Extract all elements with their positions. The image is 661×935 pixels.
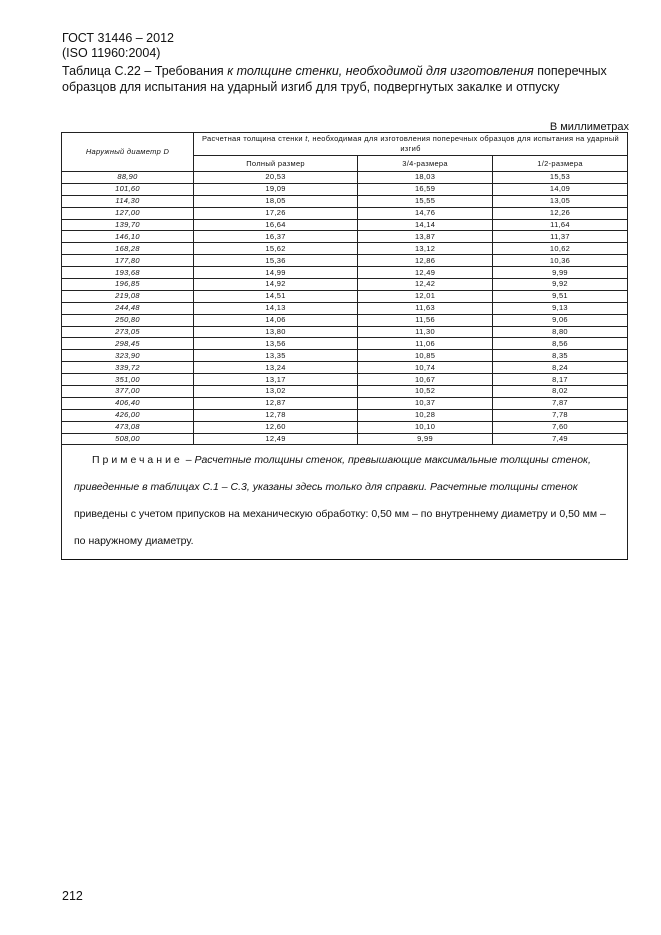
units-label: В миллиметрах — [549, 121, 629, 133]
table-row — [62, 374, 628, 386]
table-caption — [62, 63, 622, 95]
table-row — [62, 433, 628, 445]
cell-half: 7,87 — [493, 397, 628, 409]
cell-three-quarter: 16,59 — [358, 183, 493, 195]
cell-full: 14,06 — [194, 314, 358, 326]
table-row — [62, 409, 628, 421]
caption-prefix: Таблица С.22 – Требования — [62, 64, 228, 78]
table-row — [62, 279, 628, 291]
table-row — [62, 183, 628, 195]
cell-full: 18,05 — [194, 195, 358, 207]
cell-full: 15,62 — [194, 243, 358, 255]
cell-diameter: 323,90 — [62, 350, 194, 362]
cell-three-quarter: 14,14 — [358, 219, 493, 231]
table-row — [62, 290, 628, 302]
cell-full: 12,78 — [194, 409, 358, 421]
table-note: Примечание – Расчетные толщины стенок, превышающие максимальные толщины стенок, приведенные в таблицах С.1 – С.3, указаны здесь только для справки. Расчетные толщины стенок приведены с учетом припусков на механическую обработку: 0,50 мм – по внутреннему диаметру и 0,50 мм – по наружному диаметру. — [62, 445, 628, 560]
cell-three-quarter: 11,06 — [358, 338, 493, 350]
cell-half: 7,49 — [493, 433, 628, 445]
table-row — [62, 397, 628, 409]
cell-three-quarter: 12,49 — [358, 267, 493, 279]
cell-half: 7,78 — [493, 409, 628, 421]
cell-diameter: 219,08 — [62, 290, 194, 302]
cell-full: 13,56 — [194, 338, 358, 350]
cell-diameter: 426,00 — [62, 409, 194, 421]
table-row — [62, 386, 628, 398]
cell-full: 16,37 — [194, 231, 358, 243]
cell-full: 13,24 — [194, 362, 358, 374]
caption-rest: поперечных образцов для испытания на ударный изгиб для труб, подвергнутых закалке и отпуску — [62, 64, 607, 94]
note-label: Примечание — [92, 454, 183, 467]
col-header-full: Полный размер — [194, 156, 358, 172]
cell-half: 9,06 — [493, 314, 628, 326]
table-row — [62, 350, 628, 362]
cell-half: 7,60 — [493, 421, 628, 433]
cell-three-quarter: 10,52 — [358, 386, 493, 398]
table-row — [62, 207, 628, 219]
cell-diameter: 298,45 — [62, 338, 194, 350]
cell-three-quarter: 11,30 — [358, 326, 493, 338]
cell-full: 16,64 — [194, 219, 358, 231]
cell-half: 14,09 — [493, 183, 628, 195]
cell-half: 15,53 — [493, 172, 628, 184]
table-row — [62, 302, 628, 314]
cell-three-quarter: 12,01 — [358, 290, 493, 302]
cell-diameter: 139,70 — [62, 219, 194, 231]
cell-diameter: 101,60 — [62, 183, 194, 195]
table-row — [62, 243, 628, 255]
cell-diameter: 146,10 — [62, 231, 194, 243]
cell-diameter: 168,28 — [62, 243, 194, 255]
cell-full: 14,51 — [194, 290, 358, 302]
cell-half: 11,37 — [493, 231, 628, 243]
col-header-half: 1/2-размера — [493, 156, 628, 172]
cell-three-quarter: 10,85 — [358, 350, 493, 362]
cell-half: 13,05 — [493, 195, 628, 207]
table-row — [62, 172, 628, 184]
note-plain-text: приведены с учетом припусков на механическую обработку: 0,50 мм – по внутреннему диаметру и 0,50 мм – по наружному диаметру. — [74, 508, 606, 548]
cell-full: 13,80 — [194, 326, 358, 338]
cell-half: 8,17 — [493, 374, 628, 386]
cell-half: 9,13 — [493, 302, 628, 314]
cell-full: 14,92 — [194, 279, 358, 291]
table-row — [62, 326, 628, 338]
cell-half: 9,99 — [493, 267, 628, 279]
cell-diameter: 406,40 — [62, 397, 194, 409]
cell-half: 10,36 — [493, 255, 628, 267]
cell-diameter: 339,72 — [62, 362, 194, 374]
cell-three-quarter: 12,86 — [358, 255, 493, 267]
cell-full: 13,35 — [194, 350, 358, 362]
cell-diameter: 177,80 — [62, 255, 194, 267]
cell-three-quarter: 18,03 — [358, 172, 493, 184]
cell-diameter: 273,05 — [62, 326, 194, 338]
cell-three-quarter: 15,55 — [358, 195, 493, 207]
col-header-group: Расчетная толщина стенки t, необходимая для изготовления поперечных образцов для испытания на ударный изгиб — [194, 133, 628, 156]
cell-three-quarter: 10,37 — [358, 397, 493, 409]
cell-half: 11,64 — [493, 219, 628, 231]
cell-diameter: 351,00 — [62, 374, 194, 386]
cell-half: 9,51 — [493, 290, 628, 302]
cell-half: 8,56 — [493, 338, 628, 350]
cell-half: 9,92 — [493, 279, 628, 291]
cell-full: 12,87 — [194, 397, 358, 409]
cell-diameter: 114,30 — [62, 195, 194, 207]
cell-half: 8,24 — [493, 362, 628, 374]
cell-three-quarter: 10,10 — [358, 421, 493, 433]
cell-three-quarter: 11,56 — [358, 314, 493, 326]
thickness-table — [61, 132, 628, 560]
cell-half: 8,35 — [493, 350, 628, 362]
standard-number: ГОСТ 31446 – 2012 — [62, 31, 174, 45]
table-body — [62, 172, 628, 560]
page-number: 212 — [62, 889, 83, 903]
cell-three-quarter: 10,28 — [358, 409, 493, 421]
note-row — [62, 445, 628, 560]
cell-diameter: 250,80 — [62, 314, 194, 326]
cell-three-quarter: 10,74 — [358, 362, 493, 374]
cell-full: 20,53 — [194, 172, 358, 184]
cell-three-quarter: 13,12 — [358, 243, 493, 255]
col-header-diameter: Наружный диаметр D — [62, 133, 194, 172]
cell-three-quarter: 14,76 — [358, 207, 493, 219]
cell-diameter: 377,00 — [62, 386, 194, 398]
cell-half: 8,02 — [493, 386, 628, 398]
cell-full: 15,36 — [194, 255, 358, 267]
document-header — [62, 31, 174, 61]
cell-full: 17,26 — [194, 207, 358, 219]
table-row — [62, 255, 628, 267]
cell-full: 14,13 — [194, 302, 358, 314]
table-row — [62, 421, 628, 433]
note-italic-text: Расчетные толщины стенок, превышающие максимальные толщины стенок, приведенные в таблицах С.1 – С.3, указаны здесь только для справки. Расчетные толщины стенок — [74, 454, 591, 494]
table-row — [62, 314, 628, 326]
cell-half: 12,26 — [493, 207, 628, 219]
cell-full: 19,09 — [194, 183, 358, 195]
cell-full: 12,49 — [194, 433, 358, 445]
cell-half: 10,62 — [493, 243, 628, 255]
table-row — [62, 231, 628, 243]
cell-diameter: 88,90 — [62, 172, 194, 184]
cell-half: 8,80 — [493, 326, 628, 338]
cell-three-quarter: 10,67 — [358, 374, 493, 386]
cell-full: 13,17 — [194, 374, 358, 386]
iso-reference: (ISO 11960:2004) — [62, 46, 161, 60]
table-row — [62, 219, 628, 231]
cell-full: 13,02 — [194, 386, 358, 398]
cell-full: 12,60 — [194, 421, 358, 433]
table-row — [62, 267, 628, 279]
cell-three-quarter: 13,87 — [358, 231, 493, 243]
caption-italic: к толщине стенки, необходимой для изготовления — [227, 64, 534, 78]
cell-diameter: 244,48 — [62, 302, 194, 314]
table-row — [62, 338, 628, 350]
table-row — [62, 362, 628, 374]
cell-three-quarter: 9,99 — [358, 433, 493, 445]
cell-full: 14,99 — [194, 267, 358, 279]
cell-three-quarter: 12,42 — [358, 279, 493, 291]
cell-diameter: 473,08 — [62, 421, 194, 433]
cell-diameter: 127,00 — [62, 207, 194, 219]
cell-diameter: 196,85 — [62, 279, 194, 291]
col-header-three-quarter: 3/4-размера — [358, 156, 493, 172]
cell-diameter: 193,68 — [62, 267, 194, 279]
table-row — [62, 195, 628, 207]
cell-three-quarter: 11,63 — [358, 302, 493, 314]
cell-diameter: 508,00 — [62, 433, 194, 445]
